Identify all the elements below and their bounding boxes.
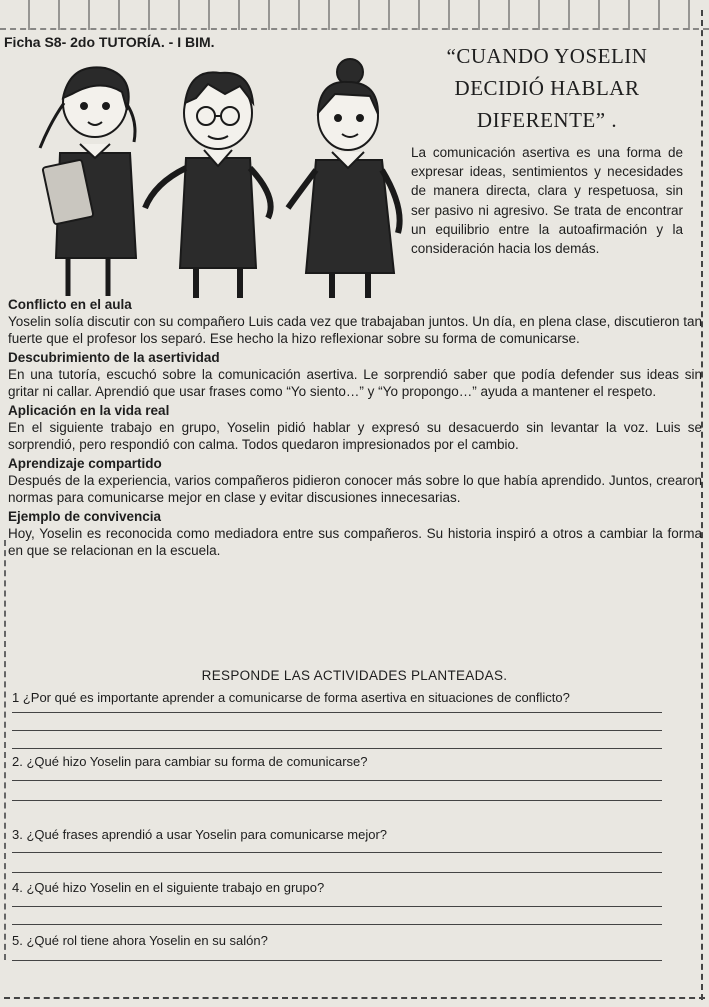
section-heading-discovery: Descubrimiento de la asertividad [8,350,220,365]
question-1: 1 ¿Por qué es importante aprender a comunicarse de forma asertiva en situaciones de conflicto? [12,690,570,705]
section-heading-conflict: Conflicto en el aula [8,297,132,312]
story-body [8,296,702,561]
section-text-shared-learning: Después de la experiencia, varios compañeros pidieron conocer más sobre lo que había aprendido. Juntos, crearon normas para comunicarse mejor en clase y evitar discusiones innecesarias. [8,473,702,505]
students-illustration [10,58,412,300]
girl-with-bun [288,59,400,298]
answer-line[interactable] [12,730,662,731]
section-text-discovery: En una tutoría, escuchó sobre la comunicación asertiva. Le sorprendió saber que podía defender sus ideas sin gritar ni callar. Aprendió que usar frases como “Yo siento…” y “Yo propongo…” ayuda a mantener el respeto. [8,367,702,399]
answer-line[interactable] [12,924,662,925]
section-text-coexistence: Hoy, Yoselin es reconocida como mediadora entre sus compañeros. Su historia inspiró a otros a cambiar la forma en que se relacionan en la escuela. [8,526,702,558]
boy-with-glasses [145,72,271,298]
answer-line[interactable] [12,852,662,853]
story-title-line-1: “CUANDO YOSELIN [446,44,648,68]
section-heading-shared-learning: Aprendizaje compartido [8,456,162,471]
left-dashed-border [4,540,6,960]
answer-line[interactable] [12,960,662,961]
section-text-application: En el siguiente trabajo en grupo, Yoselin pidió hablar y expresó su desacuerdo sin levantar la voz. Luis se sorprendió, pero respondió con calma. Todos quedaron impresionados por el cambio. [8,420,702,452]
story-title [412,40,682,136]
question-5: 5. ¿Qué rol tiene ahora Yoselin en su salón? [12,933,268,948]
question-3: 3. ¿Qué frases aprendió a usar Yoselin para comunicarse mejor? [12,827,388,842]
activities-title: RESPONDE LAS ACTIVIDADES PLANTEADAS. [201,668,508,683]
section-text-conflict: Yoselin solía discutir con su compañero Luis cada vez que trabajaban juntos. Un día, en plena clase, discutieron tan fuerte que el profesor los separó. Ese hecho la hizo reflexionar sobre su forma de comunicarse. [8,314,702,346]
story-title-line-3: DIFERENTE” . [476,108,618,132]
answer-line[interactable] [12,712,662,713]
answer-line[interactable] [12,906,662,907]
answer-line[interactable] [12,872,662,873]
question-4: 4. ¿Qué hizo Yoselin en el siguiente trabajo en grupo? [12,880,325,895]
top-dashed-border [0,0,709,30]
bottom-dashed-border [4,997,705,999]
question-2: 2. ¿Qué hizo Yoselin para cambiar su forma de comunicarse? [12,754,368,769]
worksheet-header: Ficha S8- 2do TUTORÍA. - I BIM. [4,34,215,50]
answer-line[interactable] [12,800,662,801]
answer-line[interactable] [12,748,662,749]
section-heading-application: Aplicación en la vida real [8,403,170,418]
answer-line[interactable] [12,780,662,781]
section-heading-coexistence: Ejemplo de convivencia [8,509,162,524]
assertive-communication-intro: La comunicación asertiva es una forma de expresar ideas, sentimientos y necesidades de manera directa, clara y respetuosa, sin ser pasivo ni agresivo. Se trata de encontrar un equilibrio entre la autoafirmación y la consideración hacia los demás. [411,145,683,257]
story-title-line-2: DECIDIÓ HABLAR [454,76,640,100]
girl-with-tablet [40,67,136,296]
